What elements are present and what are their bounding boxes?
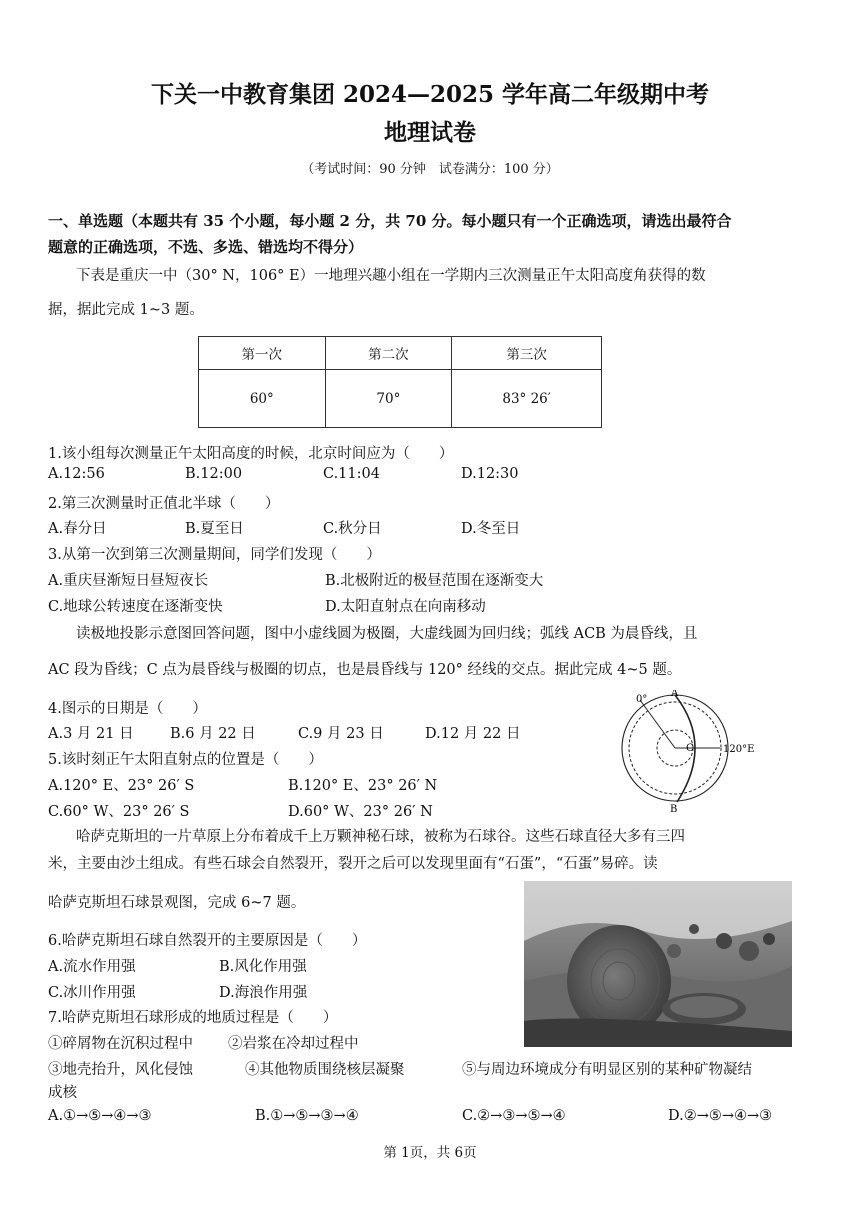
- passage1-line2: 据，据此完成 1~3 题。: [48, 302, 204, 318]
- q3-option-d: D.太阳直射点在向南移动: [325, 599, 486, 615]
- q7-option-c: C.②→③→⑤→④: [462, 1108, 566, 1124]
- q2-option-d: D.冬至日: [461, 521, 521, 537]
- q5-stem: 5.该时刻正午太阳直射点的位置是（ ）: [48, 752, 323, 768]
- q7-stem: 7.哈萨克斯坦石球形成的地质过程是（ ）: [48, 1010, 338, 1026]
- stone-ball-landscape-photo: [524, 881, 792, 1047]
- q4-option-b: B.6 月 22 日: [170, 726, 256, 742]
- q1-stem: 1.该小组每次测量正午太阳高度的时候，北京时间应为（ ）: [48, 446, 454, 462]
- q3-stem: 3.从第一次到第三次测量期间，同学们发现（ ）: [48, 547, 381, 563]
- q7-option-a: A.①→⑤→④→③: [48, 1108, 152, 1124]
- q6-stem: 6.哈萨克斯坦石球自然裂开的主要原因是（ ）: [48, 933, 367, 949]
- table-header: 第二次: [325, 337, 452, 370]
- table-cell: 60°: [199, 370, 326, 428]
- section-heading-line2: 题意的正确选项，不选、多选、错选均不得分）: [48, 238, 364, 256]
- exam-title: 下关一中教育集团 2024—2025 学年高二年级期中考: [150, 81, 710, 108]
- exam-info: （考试时间：90 分钟 试卷满分：100 分）: [301, 162, 559, 177]
- q5-option-c: C.60° W、23° 26′ S: [48, 804, 190, 820]
- q2-stem: 2.第三次测量时正值北半球（ ）: [48, 496, 280, 512]
- label-a: A: [671, 690, 679, 699]
- q1-option-c: C.11:04: [323, 466, 380, 482]
- q1-option-a: A.12:56: [48, 466, 105, 482]
- passage2-line1: 读极地投影示意图回答问题，图中小虚线圆为极圈，大虚线圆为回归线；弧线 ACB 为晨昏线，且: [76, 626, 698, 642]
- q7-option-d: D.②→⑤→④→③: [668, 1108, 773, 1124]
- q5-option-a: A.120° E、23° 26′ S: [48, 778, 195, 794]
- page-number: 第 1页，共 6页: [383, 1145, 477, 1161]
- passage1-line1: 下表是重庆一中（30° N，106° E）一地理兴趣小组在一学期内三次测量正午太阳高度角获得的数: [76, 268, 706, 284]
- meridian-0: [640, 700, 675, 748]
- q4-option-d: D.12 月 22 日: [425, 726, 521, 742]
- q1-option-d: D.12:30: [461, 466, 519, 482]
- q5-option-d: D.60° W、23° 26′ N: [288, 804, 433, 820]
- q6-option-c: C.冰川作用强: [48, 985, 136, 1001]
- q3-option-b: B.北极附近的极昼范围在逐渐变大: [325, 573, 544, 589]
- q6-option-b: B.风化作用强: [219, 959, 307, 975]
- passage3-line1: 哈萨克斯坦的一片草原上分布着成千上万颗神秘石球，被称为石球谷。这些石球直径大多有三四: [76, 829, 685, 845]
- q1-option-b: B.12:00: [185, 466, 243, 482]
- q6-option-d: D.海浪作用强: [219, 985, 308, 1001]
- q4-option-c: C.9 月 23 日: [298, 726, 384, 742]
- table-header: 第一次: [199, 337, 326, 370]
- section-heading-line1: 一、单选题（本题共有 35 个小题，每小题 2 分，共 70 分。每小题只有一个正确选项，请选出最符合: [48, 212, 732, 230]
- passage3-line3: 哈萨克斯坦石球景观图，完成 6~7 题。: [48, 895, 306, 911]
- q3-option-a: A.重庆昼渐短日昼短夜长: [48, 573, 209, 589]
- label-0-degree: 0°: [636, 694, 648, 705]
- table-cell: 83° 26′: [452, 370, 602, 428]
- q2-option-b: B.夏至日: [185, 521, 244, 537]
- q4-stem: 4.图示的日期是（ ）: [48, 701, 207, 717]
- label-c: C: [686, 743, 694, 754]
- q4-option-a: A.3 月 21 日: [48, 726, 134, 742]
- polar-projection-diagram: [612, 690, 792, 815]
- table-header: 第三次: [452, 337, 602, 370]
- q7-step-4: ④其他物质围绕核层凝聚: [245, 1062, 405, 1078]
- passage3-line2: 米，主要由沙土组成。有些石球会自然裂开，裂开之后可以发现里面有“石蛋”，“石蛋”易碎。读: [48, 856, 658, 872]
- q5-option-b: B.120° E、23° 26′ N: [288, 778, 438, 794]
- q6-option-a: A.流水作用强: [48, 959, 136, 975]
- q2-option-c: C.秋分日: [323, 521, 382, 537]
- q3-option-c: C.地球公转速度在逐渐变快: [48, 599, 223, 615]
- exam-subject: 地理试卷: [384, 119, 476, 146]
- sun-angle-table: [198, 336, 602, 428]
- q7-option-b: B.①→⑤→③→④: [255, 1108, 359, 1124]
- table-cell: 70°: [325, 370, 452, 428]
- label-b: B: [670, 804, 678, 815]
- passage2-line2: AC 段为昏线；C 点为晨昏线与极圈的切点，也是晨昏线与 120° 经线的交点。据此完成 4~5 题。: [48, 662, 682, 678]
- q7-step-3: ③地壳抬升，风化侵蚀: [48, 1062, 193, 1078]
- q7-step-2: ②岩浆在冷却过程中: [228, 1036, 359, 1052]
- q7-step-5-cont: 成核: [48, 1085, 77, 1101]
- label-120e: 120°E: [723, 744, 755, 755]
- q2-option-a: A.春分日: [48, 521, 107, 537]
- q7-step-1: ①碎屑物在沉积过程中: [48, 1036, 193, 1052]
- q7-step-5: ⑤与周边环境成分有明显区别的某种矿物凝结: [462, 1062, 752, 1078]
